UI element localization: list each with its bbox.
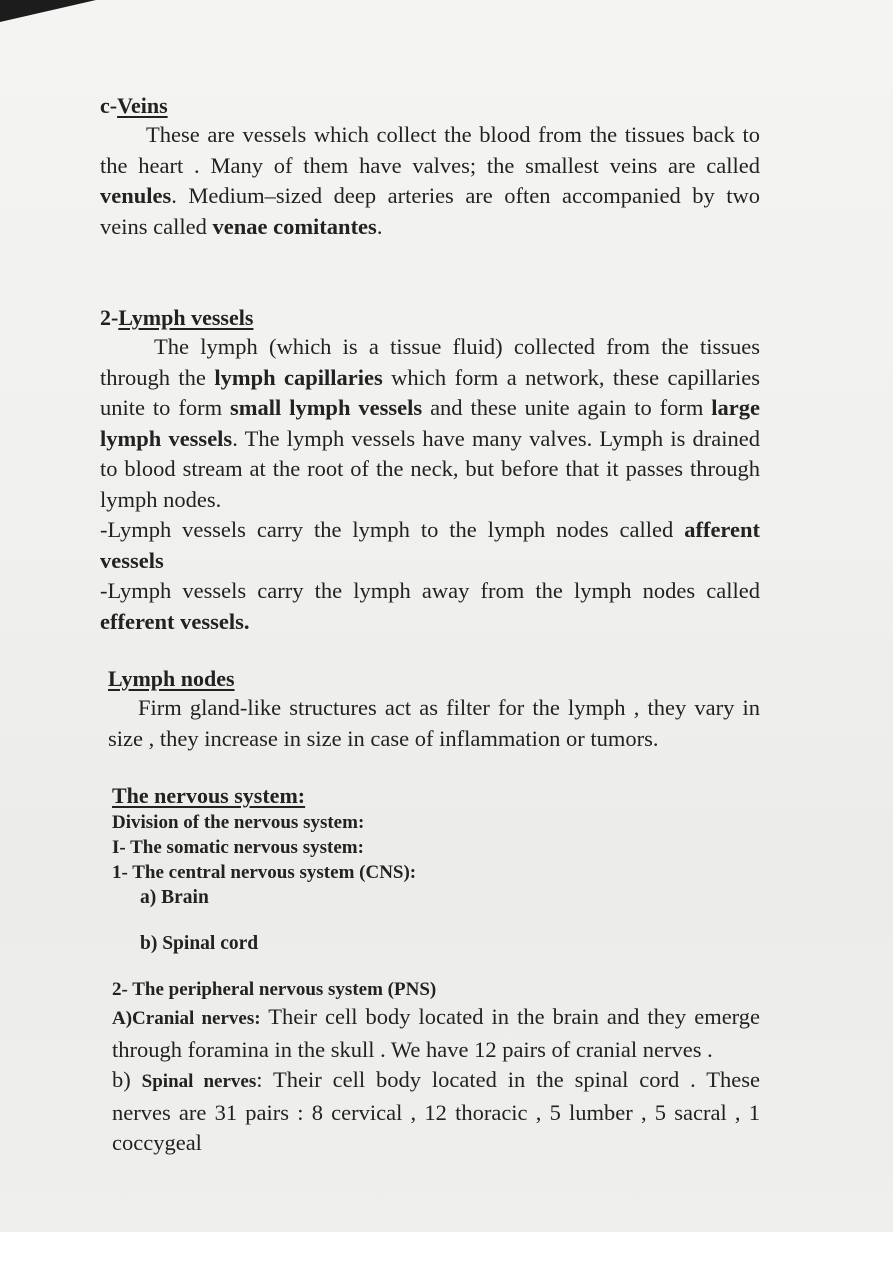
term-venules: venules [100,183,172,208]
term-spinal-nerves: Spinal nerves [141,1071,257,1092]
veins-heading-underlined: Veins [117,93,168,118]
division-line: Division of the nervous system: [112,812,365,833]
spacer [100,754,760,782]
nervous-system-heading: The nervous system: [112,783,306,808]
veins-heading: c-Veins [100,93,168,118]
spacer [100,242,760,304]
veins-paragraph: These are vessels which collect the blood from the tissues back to the heart . Many of them have valves; the smallest veins are called venules. Medium–sized deep arteries are often accompanied by two veins called venae comitantes. [100,122,760,239]
term-cranial-nerves: A)Cranial nerves: [112,1008,261,1029]
brain-item: a) Brain [140,887,209,908]
lymph-vessels-paragraph: The lymph (which is a tissue fluid) collected from the tissues through the lymph capillaries which form a network, these capillaries unite to form small lymph vessels and these unite again to form large lymph vessels. The lymph vessels have many valves. Lymph is drained to blood stream at the root of the neck, but before that it passes through lymph nodes. [100,334,761,512]
spacer [100,637,760,665]
lymph-vessels-heading: 2-Lymph vessels [100,305,254,330]
term-venae-comitantes: venae comitantes [212,213,377,239]
spacer [100,957,760,977]
term-large-lymph-vessels: large lymph vessels [100,395,761,451]
efferent-paragraph: -Lymph vessels carry the lymph away from the lymph nodes called efferent vessels. [100,578,760,634]
lymph-nodes-heading: Lymph nodes [108,666,235,691]
afferent-paragraph: -Lymph vessels carry the lymph to the lymph nodes called afferent vessels [100,517,760,573]
somatic-line: I- The somatic nervous system: [112,837,364,858]
document-content [100,92,760,1159]
term-lymph-capillaries: lymph capillaries [214,364,383,390]
lymph-vessels-heading-underlined: Lymph vessels [118,305,254,330]
pns-line: 2- The peripheral nervous system (PNS) [112,979,437,1000]
lymph-nodes-paragraph: Firm gland-like structures act as filter for the lymph , they vary in size , they increase in size in case of inflammation or tumors. [108,695,760,751]
term-efferent-vessels: efferent vessels. [100,608,250,634]
spacer [100,911,760,931]
spinal-nerves-paragraph: b) Spinal nerves: Their cell body located in the spinal cord . These nerves are 31 pairs : 8 cervical , 12 thoracic , 5 lumber , 5 sacral , 1 coccygeal [112,1067,760,1155]
term-afferent-vessels: afferent vessels [100,517,760,573]
cranial-nerves-paragraph: A)Cranial nerves: Their cell body located in the brain and they emerge through foramina in the skull . We have 12 pairs of cranial nerves . [112,1004,761,1062]
cns-line: 1- The central nervous system (CNS): [112,862,417,883]
page-corner-shadow [0,0,96,22]
term-small-lymph-vessels: small lymph vessels [230,395,423,420]
spinal-cord-item: b) Spinal cord [140,933,259,954]
